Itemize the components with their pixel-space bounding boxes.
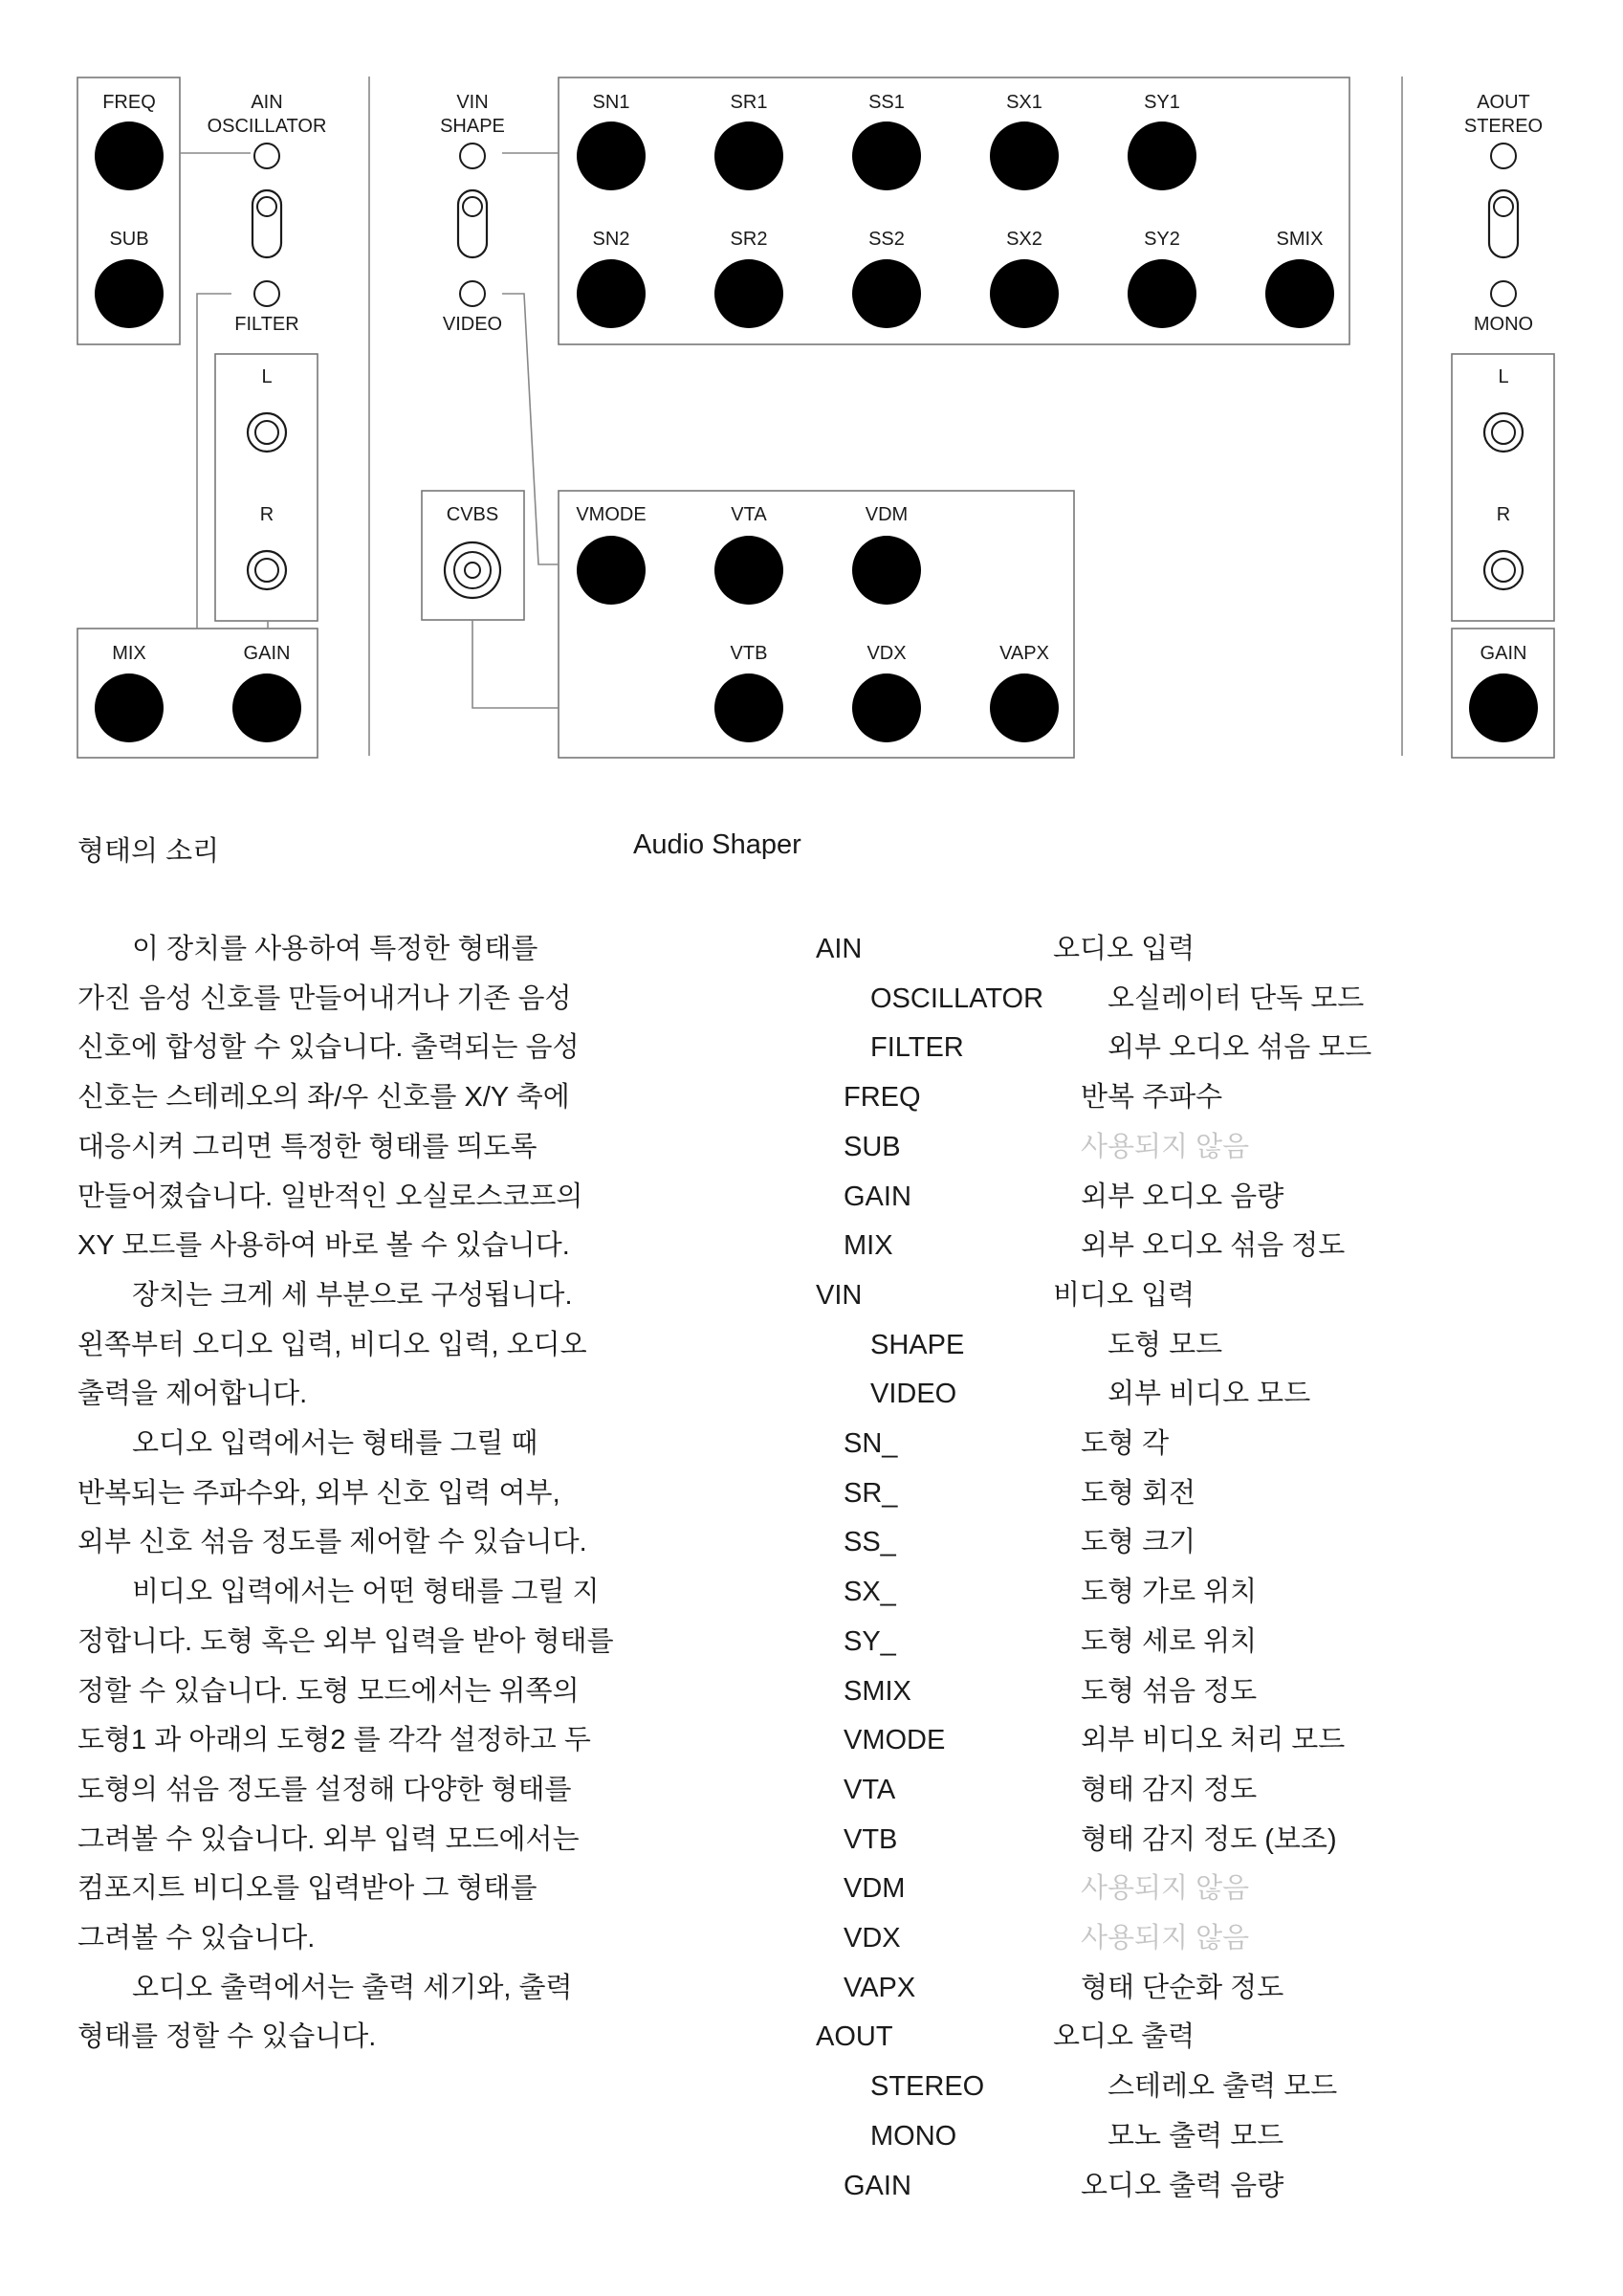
legend-key: VTA bbox=[844, 1774, 896, 1805]
label-vin: VIN bbox=[456, 92, 489, 113]
label-stereo: STEREO bbox=[1463, 116, 1544, 137]
mono-led bbox=[1491, 281, 1516, 306]
intro-line: 그려볼 수 있습니다. 외부 입력 모드에서는 bbox=[77, 1823, 580, 1855]
intro-line: 외부 신호 섞음 정도를 제어할 수 있습니다. bbox=[77, 1527, 587, 1558]
legend-key: FREQ bbox=[844, 1082, 921, 1114]
label-gain-in: GAIN bbox=[243, 643, 291, 664]
legend-key: SUB bbox=[844, 1131, 901, 1162]
legend-key: AOUT bbox=[816, 2021, 893, 2053]
ss1-knob[interactable] bbox=[852, 121, 921, 190]
vdm-knob[interactable] bbox=[852, 536, 921, 605]
label-ss2: SS2 bbox=[868, 229, 905, 250]
label-sy2: SY2 bbox=[1144, 229, 1180, 250]
intro-line: 왼쪽부터 오디오 입력, 비디오 입력, 오디오 bbox=[77, 1329, 587, 1360]
intro-line: 컴포지트 비디오를 입력받아 그 형태를 bbox=[77, 1873, 537, 1905]
connector-video-vmode bbox=[502, 294, 559, 564]
legend-key: FILTER bbox=[870, 1032, 964, 1064]
sn1-knob[interactable] bbox=[577, 121, 646, 190]
sr2-knob[interactable] bbox=[714, 259, 783, 328]
legend-desc: 사용되지 않음 bbox=[1081, 1131, 1250, 1162]
label-cvbs: CVBS bbox=[446, 504, 499, 525]
intro-line: 이 장치를 사용하여 특정한 형태를 bbox=[132, 934, 538, 964]
intro-line: 도형의 섞음 정도를 설정해 다양한 형태를 bbox=[77, 1774, 572, 1805]
freq-knob[interactable] bbox=[95, 121, 164, 190]
legend-key: MONO bbox=[870, 2120, 957, 2152]
label-in-r: R bbox=[259, 504, 274, 525]
legend-desc: 오디오 입력 bbox=[1053, 934, 1195, 964]
sx1-knob[interactable] bbox=[990, 121, 1059, 190]
legend-key: VMODE bbox=[844, 1725, 946, 1756]
audio-out-l-jack[interactable] bbox=[1484, 413, 1523, 452]
legend-desc: 모노 출력 모드 bbox=[1108, 2120, 1284, 2152]
label-gain-out: GAIN bbox=[1480, 643, 1527, 664]
sy1-knob[interactable] bbox=[1128, 121, 1196, 190]
legend-key: MIX bbox=[844, 1230, 893, 1262]
label-mono: MONO bbox=[1473, 314, 1534, 335]
legend-key: OSCILLATOR bbox=[870, 982, 1044, 1014]
legend-desc: 도형 섞음 정도 bbox=[1081, 1675, 1258, 1707]
ain-mode-switch[interactable] bbox=[252, 190, 281, 257]
mix-knob[interactable] bbox=[95, 673, 164, 742]
label-filter: FILTER bbox=[234, 314, 299, 335]
label-in-l: L bbox=[261, 366, 273, 387]
legend-key: SR_ bbox=[844, 1477, 898, 1509]
legend-key: VIDEO bbox=[870, 1379, 957, 1410]
ss2-knob[interactable] bbox=[852, 259, 921, 328]
legend-desc: 도형 가로 위치 bbox=[1081, 1577, 1258, 1608]
label-freq: FREQ bbox=[102, 92, 156, 113]
legend-desc: 외부 오디오 섞음 모드 bbox=[1108, 1032, 1372, 1064]
sy2-knob[interactable] bbox=[1128, 259, 1196, 328]
label-vapx: VAPX bbox=[999, 643, 1049, 664]
label-vtb: VTB bbox=[730, 643, 768, 664]
legend-key: AIN bbox=[816, 934, 863, 964]
vta-knob[interactable] bbox=[714, 536, 783, 605]
intro-line: 도형1 과 아래의 도형2 를 각각 설정하고 두 bbox=[77, 1725, 591, 1756]
legend-desc: 사용되지 않음 bbox=[1081, 1873, 1250, 1905]
intro-line: 신호는 스테레오의 좌/우 신호를 X/Y 축에 bbox=[77, 1082, 570, 1114]
audio-in-l-jack[interactable] bbox=[248, 413, 286, 452]
smix-knob[interactable] bbox=[1265, 259, 1334, 328]
legend-desc: 도형 모드 bbox=[1108, 1329, 1223, 1360]
legend-key: STEREO bbox=[870, 2071, 985, 2103]
legend-key: SMIX bbox=[844, 1675, 911, 1707]
intro-line: 반복되는 주파수와, 외부 신호 입력 여부, bbox=[77, 1477, 560, 1509]
control-panel-diagram bbox=[0, 0, 1623, 784]
legend-desc: 도형 각 bbox=[1081, 1428, 1170, 1459]
intro-line: 비디오 입력에서는 어떤 형태를 그릴 지 bbox=[132, 1577, 600, 1608]
gain-in-knob[interactable] bbox=[232, 673, 301, 742]
legend-desc: 외부 오디오 섞음 정도 bbox=[1081, 1230, 1346, 1262]
cvbs-jack[interactable] bbox=[445, 542, 500, 598]
label-sn2: SN2 bbox=[592, 229, 630, 250]
label-sy1: SY1 bbox=[1144, 92, 1180, 113]
title-english: Audio Shaper bbox=[633, 829, 801, 860]
intro-line: 신호에 합성할 수 있습니다. 출력되는 음성 bbox=[77, 1032, 580, 1064]
intro-text bbox=[77, 925, 651, 2063]
connector-cvbs-video bbox=[472, 620, 559, 708]
legend-desc: 외부 오디오 음량 bbox=[1081, 1181, 1284, 1212]
legend-key: SHAPE bbox=[870, 1329, 965, 1360]
legend-desc: 외부 비디오 모드 bbox=[1108, 1379, 1311, 1410]
legend-desc: 형태 단순화 정도 bbox=[1081, 1972, 1284, 2003]
legend-desc: 스테레오 출력 모드 bbox=[1108, 2071, 1338, 2103]
legend-desc: 오실레이터 단독 모드 bbox=[1108, 982, 1365, 1014]
label-sr2: SR2 bbox=[730, 229, 768, 250]
legend-key: GAIN bbox=[844, 2170, 911, 2201]
legend-desc: 사용되지 않음 bbox=[1081, 1923, 1250, 1954]
label-sub: SUB bbox=[109, 229, 149, 250]
legend-key: VTB bbox=[844, 1823, 898, 1855]
label-sx1: SX1 bbox=[1006, 92, 1042, 113]
label-aout: AOUT bbox=[1477, 92, 1530, 113]
intro-line: 형태를 정할 수 있습니다. bbox=[77, 2021, 377, 2053]
legend-desc: 오디오 출력 bbox=[1053, 2021, 1195, 2053]
legend-key: SS_ bbox=[844, 1527, 896, 1558]
label-video: VIDEO bbox=[442, 314, 503, 335]
audio-out-r-jack[interactable] bbox=[1484, 551, 1523, 589]
legend-desc: 반복 주파수 bbox=[1081, 1082, 1223, 1114]
label-sn1: SN1 bbox=[592, 92, 630, 113]
sub-knob[interactable] bbox=[95, 259, 164, 328]
oscillator-led bbox=[254, 144, 279, 168]
vin-mode-switch[interactable] bbox=[458, 190, 487, 257]
legend-key: GAIN bbox=[844, 1181, 911, 1212]
legend-key: SX_ bbox=[844, 1577, 896, 1608]
intro-line: 정합니다. 도형 혹은 외부 입력을 받아 형태를 bbox=[77, 1625, 614, 1657]
label-ain: AIN bbox=[251, 92, 283, 113]
legend-desc: 오디오 출력 음량 bbox=[1081, 2170, 1284, 2201]
legend-desc: 형태 감지 정도 bbox=[1081, 1774, 1258, 1805]
label-out-l: L bbox=[1498, 366, 1509, 387]
aout-mode-switch[interactable] bbox=[1489, 190, 1518, 257]
legend-desc: 비디오 입력 bbox=[1053, 1279, 1195, 1311]
label-sx2: SX2 bbox=[1006, 229, 1042, 250]
label-out-r: R bbox=[1496, 504, 1511, 525]
label-vdm: VDM bbox=[865, 504, 909, 525]
label-smix: SMIX bbox=[1276, 229, 1324, 250]
intro-line: 그려볼 수 있습니다. bbox=[77, 1923, 316, 1954]
connector-filter-mix bbox=[197, 294, 231, 629]
vapx-knob[interactable] bbox=[990, 673, 1059, 742]
audio-in-r-jack[interactable] bbox=[248, 551, 286, 589]
legend-key: VAPX bbox=[844, 1972, 916, 2003]
gain-out-knob[interactable] bbox=[1469, 673, 1538, 742]
legend-desc: 도형 크기 bbox=[1081, 1527, 1196, 1558]
legend-key: VIN bbox=[816, 1279, 863, 1311]
intro-line: 장치는 크게 세 부분으로 구성됩니다. bbox=[132, 1279, 573, 1311]
label-ss1: SS1 bbox=[868, 92, 905, 113]
intro-line: 오디오 입력에서는 형태를 그릴 때 bbox=[132, 1428, 538, 1460]
label-oscillator: OSCILLATOR bbox=[207, 116, 327, 137]
label-sr1: SR1 bbox=[730, 92, 768, 113]
label-vta: VTA bbox=[731, 504, 767, 525]
legend-desc: 도형 회전 bbox=[1081, 1477, 1196, 1509]
label-mix: MIX bbox=[112, 643, 146, 664]
legend-key: VDM bbox=[844, 1873, 906, 1905]
legend-key: VDX bbox=[844, 1923, 901, 1954]
sx2-knob[interactable] bbox=[990, 259, 1059, 328]
stereo-led bbox=[1491, 144, 1516, 168]
intro-line: 대응시켜 그리면 특정한 형태를 띄도록 bbox=[77, 1131, 537, 1162]
shape-knobs-box bbox=[559, 77, 1349, 344]
legend-desc: 외부 비디오 처리 모드 bbox=[1081, 1725, 1346, 1756]
intro-line: 정할 수 있습니다. 도형 모드에서는 위쪽의 bbox=[77, 1675, 580, 1707]
intro-line: 출력을 제어합니다. bbox=[77, 1379, 308, 1410]
intro-line: 가진 음성 신호를 만들어내거나 기존 음성 bbox=[77, 982, 572, 1014]
title-korean: 형태의 소리 bbox=[77, 836, 220, 867]
video-led bbox=[460, 281, 485, 306]
intro-line: XY 모드를 사용하여 바로 볼 수 있습니다. bbox=[77, 1230, 570, 1262]
label-shape: SHAPE bbox=[440, 116, 505, 137]
vmode-knob[interactable] bbox=[577, 536, 646, 605]
vdx-knob[interactable] bbox=[852, 673, 921, 742]
filter-led bbox=[254, 281, 279, 306]
sr1-knob[interactable] bbox=[714, 121, 783, 190]
legend-key: SN_ bbox=[844, 1428, 898, 1459]
intro-line: 만들어졌습니다. 일반적인 오실로스코프의 bbox=[77, 1181, 583, 1212]
label-vdx: VDX bbox=[866, 643, 907, 664]
intro-line: 오디오 출력에서는 출력 세기와, 출력 bbox=[132, 1972, 573, 2003]
legend-desc: 형태 감지 정도 (보조) bbox=[1081, 1823, 1337, 1855]
vtb-knob[interactable] bbox=[714, 673, 783, 742]
label-vmode: VMODE bbox=[576, 504, 647, 525]
sn2-knob[interactable] bbox=[577, 259, 646, 328]
shape-led bbox=[460, 144, 485, 168]
legend-key: SY_ bbox=[844, 1625, 896, 1657]
legend-desc: 도형 세로 위치 bbox=[1081, 1625, 1258, 1657]
